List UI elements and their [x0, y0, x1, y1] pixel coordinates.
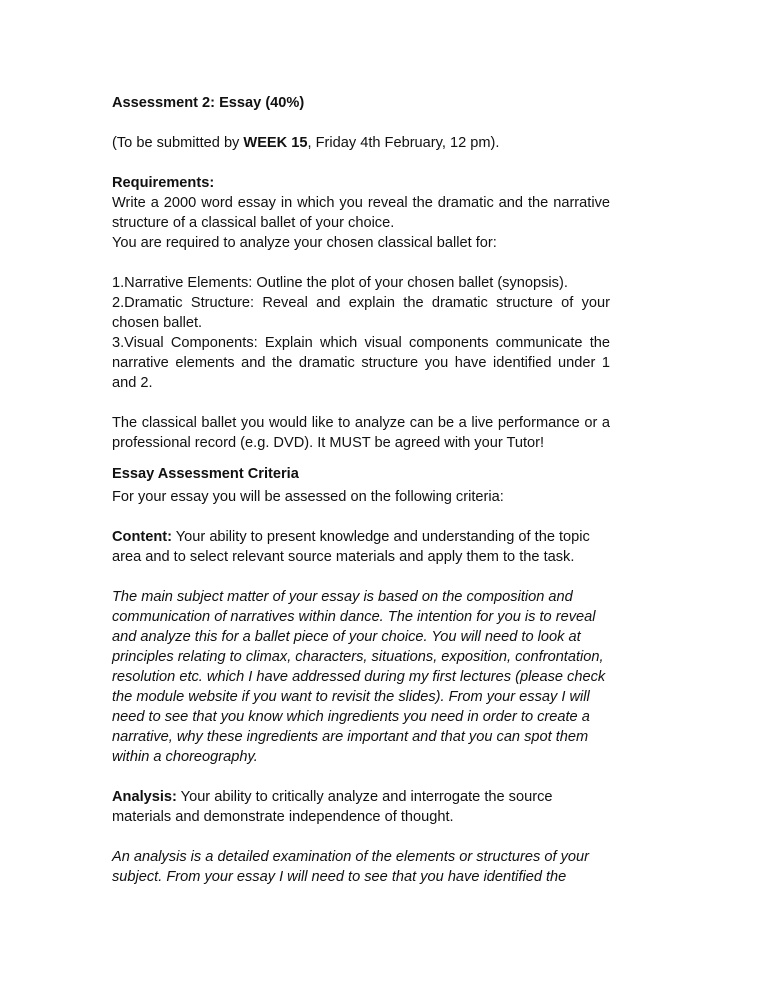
requirement-item-visual: 3.Visual Components: Explain which visual components communicate the narrative elements and the dramatic structure you have identified under 1 and 2.: [112, 335, 610, 391]
criterion-analysis-text: Your ability to critically analyze and interrogate the source materials and demonstrate independence of thought.: [112, 789, 553, 825]
criterion-analysis: [112, 787, 610, 827]
requirement-item-narrative: 1.Narrative Elements: Outline the plot of your chosen ballet (synopsis).: [112, 275, 568, 291]
requirements-instruction: You are required to analyze your chosen classical ballet for:: [112, 235, 497, 251]
criterion-content-label: Content:: [112, 529, 172, 545]
requirements-heading: Requirements:: [112, 175, 215, 191]
criteria-heading: Essay Assessment Criteria: [112, 466, 299, 482]
deadline-line: [112, 133, 610, 153]
requirements-paragraph: Write a 2000 word essay in which you reveal the dramatic and the narrative structure of a classical ballet of your choice.: [112, 195, 610, 231]
requirement-item-dramatic: 2.Dramatic Structure: Reveal and explain the dramatic structure of your chosen ballet.: [112, 295, 610, 331]
deadline-suffix: , Friday 4th February, 12 pm).: [307, 135, 500, 151]
criterion-content: [112, 527, 610, 567]
criterion-content-text: Your ability to present knowledge and understanding of the topic area and to select relevant source materials and apply them to the task.: [112, 529, 590, 565]
criteria-intro: For your essay you will be assessed on the following criteria:: [112, 489, 504, 505]
criterion-content-detail: The main subject matter of your essay is based on the composition and communication of narratives within dance. The intention for you is to reveal and analyze this for a ballet piece of your choice. You will need to look at principles relating to climax, characters, situations, exposition, confrontation, resolution etc. which I have addressed during my first lectures (please check the module website if you want to revisit the slides). From your essay I will need to see that you know which ingredients you need in order to create a narrative, why these ingredients are important and that you can spot them within a choreography.: [112, 589, 606, 765]
criterion-analysis-label: Analysis:: [112, 789, 177, 805]
document-title: Assessment 2: Essay (40%): [112, 95, 305, 111]
deadline-week: WEEK 15: [243, 135, 308, 151]
document-page: [112, 93, 610, 887]
deadline-prefix: (To be submitted by: [112, 135, 244, 151]
criterion-analysis-detail: An analysis is a detailed examination of the elements or structures of your subject. From your essay I will need to see that you have identified the: [112, 849, 589, 885]
requirements-note: The classical ballet you would like to analyze can be a live performance or a professional record (e.g. DVD). It MUST be agreed with your Tutor!: [112, 415, 610, 451]
